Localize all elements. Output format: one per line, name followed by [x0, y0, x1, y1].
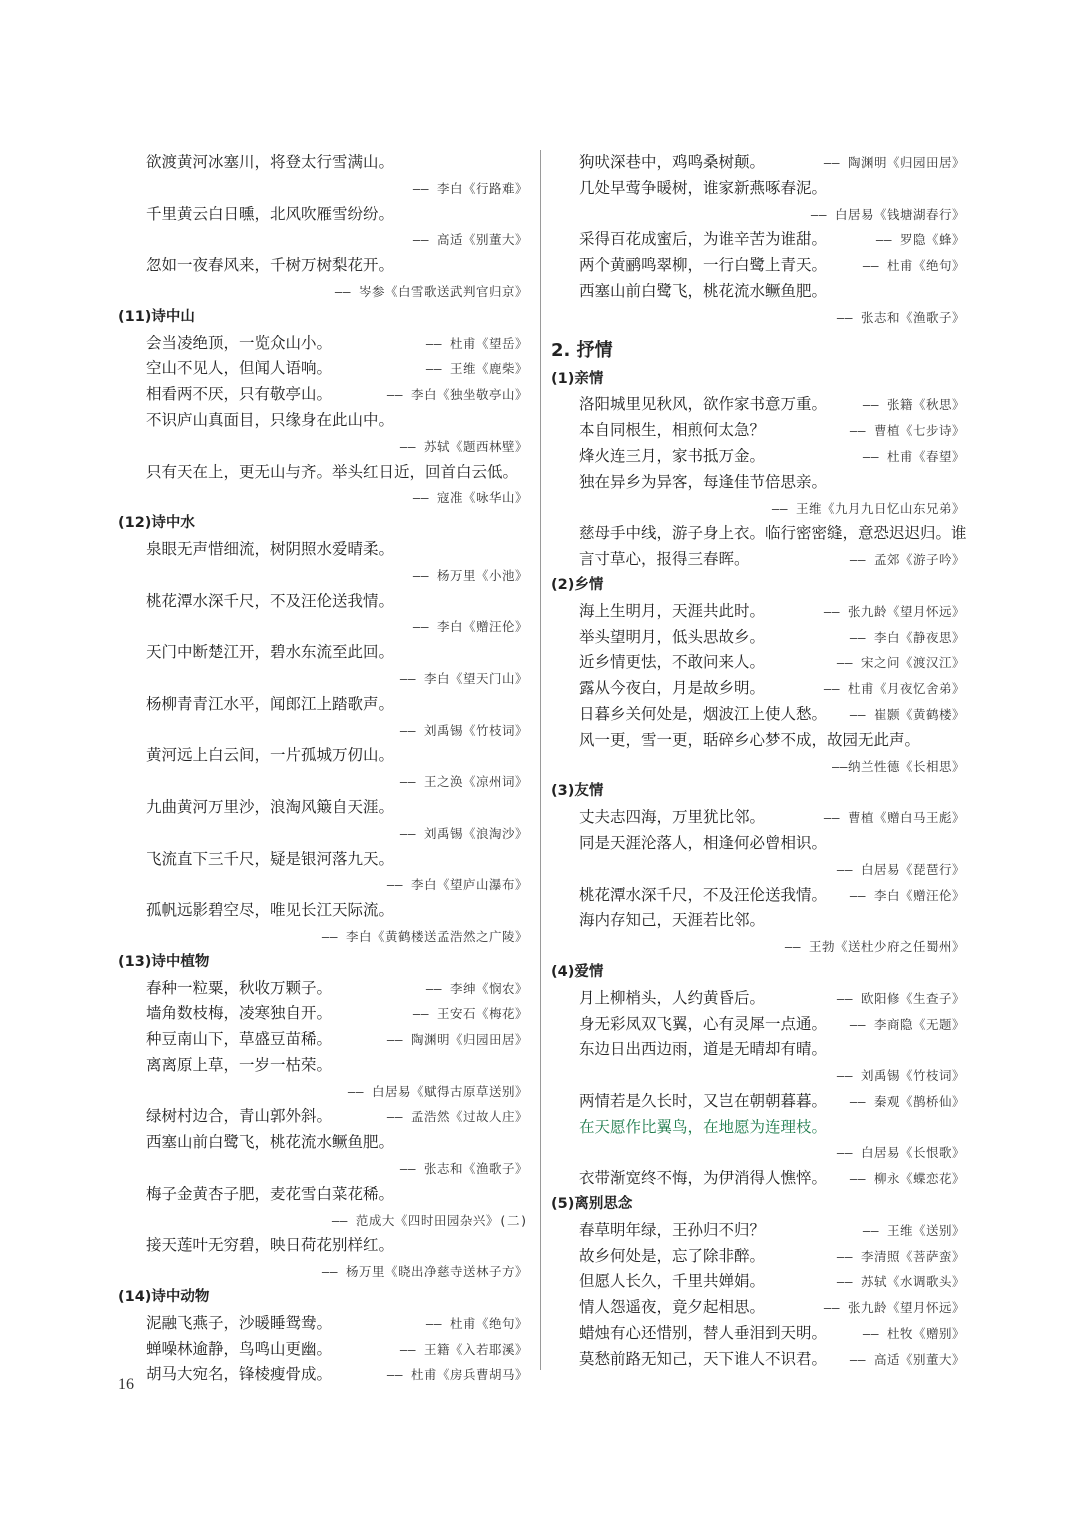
poem-line [118, 640, 528, 666]
poem-line [118, 356, 528, 382]
line-text: (14)诗中动物 [118, 1289, 210, 1306]
poem-attribution: —— 李白《赠汪伦》 [412, 619, 528, 635]
section-heading [118, 511, 528, 537]
poem-attribution: —— 张籍《秋思》 [862, 397, 965, 413]
poem-line [118, 1053, 528, 1079]
poem-line [118, 976, 528, 1002]
poem-line [551, 1166, 965, 1192]
poem-line [551, 1269, 965, 1295]
line-text: 但愿人长久，千里共婵娟。 [579, 1272, 766, 1291]
line-text: 洛阳城里见秋风，欲作家书意万重。 [579, 395, 828, 414]
poem-source-line [118, 924, 528, 950]
poem-source-line [551, 754, 965, 780]
poem-attribution: —— 张志和《渔歌子》 [836, 309, 965, 325]
poem-source-line [118, 821, 528, 847]
page-number: 16 [118, 1376, 134, 1393]
line-text: 胡马大宛名，锋棱瘦骨成。 [146, 1365, 333, 1384]
line-text: 故乡何处是，忘了除非醉。 [579, 1246, 766, 1265]
line-text: 近乡情更怯，不敢问来人。 [579, 653, 766, 672]
poem-line [551, 1037, 965, 1063]
poem-attribution: —— 刘禹锡《竹枝词》 [399, 722, 528, 738]
line-text: 几处早莺争暖树，谁家新燕啄春泥。 [579, 178, 828, 197]
poem-line [551, 650, 965, 676]
poem-source-line [118, 227, 528, 253]
poem-attribution: —— 柳永《蝶恋花》 [849, 1171, 965, 1187]
poem-line [551, 1321, 965, 1347]
column-divider [540, 150, 541, 1370]
line-text: 露从今夜白，月是故乡明。 [579, 679, 766, 698]
poem-attribution: —— 曹植《赠白马王彪》 [823, 810, 965, 826]
poem-attribution: —— 刘禹锡《浪淘沙》 [399, 825, 528, 841]
poem-attribution: —— 寇准《咏华山》 [412, 490, 528, 506]
poem-line [118, 795, 528, 821]
poem-attribution: —— 杜甫《春望》 [862, 448, 965, 464]
poem-attribution: —— 陶渊明《归园田居》 [386, 1032, 528, 1048]
line-text: (4)爱情 [551, 963, 604, 980]
line-text: 桃花潭水深千尺，不及汪伦送我情。 [146, 591, 395, 610]
poem-attribution: —— 杜甫《月夜忆舍弟》 [823, 681, 965, 697]
line-text: 接天莲叶无穷碧，映日荷花别样红。 [146, 1236, 395, 1255]
line-text: 种豆南山下，草盛豆苗稀。 [146, 1030, 333, 1049]
poem-attribution: —— 李绅《悯农》 [425, 980, 528, 996]
left-column [118, 150, 528, 1388]
poem-attribution: —— 杜甫《望岳》 [425, 335, 528, 351]
line-text: 只有天在上，更无山与齐。举头红日近，回首白云低。 [146, 462, 519, 481]
poem-attribution: —— 李白《黄鹤楼送孟浩然之广陵》 [321, 928, 528, 944]
line-text: 举头望明月，低头思故乡。 [579, 627, 766, 646]
poem-line [551, 702, 965, 728]
poem-source-line [118, 279, 528, 305]
line-text: 孤帆远影碧空尽，唯见长江天际流。 [146, 901, 395, 920]
line-text: 烽火连三月，家书抵万金。 [579, 446, 766, 465]
poem-attribution: —— 张九龄《望月怀远》 [823, 603, 965, 619]
poem-attribution: —— 苏轼《水调歌头》 [836, 1274, 965, 1290]
poem-line [551, 253, 965, 279]
line-text: 桃花潭水深千尺，不及汪伦送我情。 [579, 885, 828, 904]
poem-attribution: —— 王维《送别》 [862, 1222, 965, 1238]
poem-attribution: —— 李白《静夜思》 [849, 629, 965, 645]
section-heading [551, 779, 965, 805]
chapter-heading [551, 331, 965, 367]
poem-source-line [551, 1063, 965, 1089]
poem-source-line [118, 176, 528, 202]
poem-attribution: —— 王维《鹿柴》 [425, 361, 528, 377]
poem-attribution: —— 李白《行路难》 [412, 180, 528, 196]
line-text: 两情若是久长时，又岂在朝朝暮暮。 [579, 1091, 828, 1110]
poem-line [551, 176, 965, 202]
poem-attribution: —— 张九龄《望月怀远》 [823, 1300, 965, 1316]
poem-line [551, 547, 965, 573]
section-heading [551, 367, 965, 393]
poem-line [551, 1295, 965, 1321]
poem-attribution: —— 李白《望天门山》 [399, 670, 528, 686]
line-text: 丈夫志四海，万里犹比邻。 [579, 808, 766, 827]
line-text: 九曲黄河万里沙，浪淘风簸自天涯。 [146, 797, 395, 816]
poem-line [118, 460, 528, 486]
poem-line [118, 847, 528, 873]
line-text: 欲渡黄河冰塞川，将登太行雪满山。 [146, 153, 395, 171]
line-text: 蝉噪林逾静，鸟鸣山更幽。 [146, 1339, 333, 1358]
line-text: (1)亲情 [551, 370, 604, 387]
poem-line [118, 202, 528, 228]
line-text: 西塞山前白鹭飞，桃花流水鳜鱼肥。 [146, 1133, 395, 1152]
poem-attribution: —— 杨万里《小池》 [412, 567, 528, 583]
poem-line [551, 1347, 965, 1373]
poem-attribution: —— 罗隐《蜂》 [875, 232, 965, 248]
poem-line [551, 470, 965, 496]
right-column [551, 150, 965, 1373]
poem-line [118, 537, 528, 563]
line-text: 情人怨遥夜，竟夕起相思。 [579, 1298, 766, 1317]
poem-line [551, 1012, 965, 1038]
poem-line [118, 1001, 528, 1027]
poem-line [118, 382, 528, 408]
line-text: (12)诗中水 [118, 515, 195, 532]
line-text: (2)乡情 [551, 576, 604, 593]
poem-source-line [551, 496, 965, 522]
line-text: (5)离别思念 [551, 1196, 633, 1213]
poem-attribution: —— 杨万里《晓出净慈寺送林子方》 [321, 1264, 528, 1280]
section-heading [118, 950, 528, 976]
poem-line [551, 805, 965, 831]
line-text: 墙角数枝梅，凌寒独自开。 [146, 1004, 333, 1023]
line-text: 泥融飞燕子，沙暖睡鸳鸯。 [146, 1313, 333, 1332]
poem-source-line [118, 1208, 528, 1234]
poem-line [118, 1182, 528, 1208]
poem-attribution: —— 秦观《鹊桥仙》 [849, 1093, 965, 1109]
poem-attribution: ——纳兰性德《长相思》 [831, 758, 965, 774]
line-text: 本自同根生，相煎何太急？ [579, 421, 766, 440]
poem-line [118, 1337, 528, 1363]
line-text: 衣带渐宽终不悔，为伊消得人憔悴。 [579, 1169, 828, 1188]
poem-line [551, 908, 965, 934]
line-text: (3)友情 [551, 783, 604, 800]
poem-line [118, 1362, 528, 1388]
poem-line [118, 150, 528, 176]
poem-attribution: —— 白居易《长恨歌》 [836, 1145, 965, 1161]
line-text: 东边日出西边雨，道是无晴却有晴。 [579, 1040, 828, 1059]
line-text: 同是天涯沦落人，相逢何必曾相识。 [579, 833, 828, 852]
section-heading [118, 305, 528, 331]
poem-source-line [118, 769, 528, 795]
line-text: 不识庐山真面目，只缘身在此山中。 [146, 410, 395, 429]
poem-line [118, 898, 528, 924]
poem-attribution: —— 白居易《琵琶行》 [836, 861, 965, 877]
line-text: 春草明年绿，王孙归不归？ [579, 1220, 766, 1239]
line-text: 会当凌绝顶，一览众山小。 [146, 333, 333, 352]
poem-attribution: —— 王之涣《凉州词》 [399, 774, 528, 790]
line-text: 梅子金黄杏子肥，麦花雪白菜花稀。 [146, 1184, 395, 1203]
poem-line [551, 883, 965, 909]
poem-attribution: —— 杜牧《赠别》 [862, 1326, 965, 1342]
poem-line [118, 692, 528, 718]
poem-attribution: —— 崔颢《黄鹤楼》 [849, 706, 965, 722]
poem-attribution: —— 高适《别董大》 [412, 232, 528, 248]
line-text: 飞流直下三千尺，疑是银河落九天。 [146, 849, 395, 868]
poem-attribution: —— 高适《别董大》 [849, 1351, 965, 1367]
poem-source-line [551, 934, 965, 960]
line-text: 身无彩凤双飞翼，心有灵犀一点通。 [579, 1014, 828, 1033]
poem-attribution: —— 王勃《送杜少府之任蜀州》 [784, 939, 965, 955]
poem-line [551, 279, 965, 305]
poem-line [551, 676, 965, 702]
line-text: 千里黄云白日曛，北风吹雁雪纷纷。 [146, 204, 395, 223]
poem-attribution: —— 欧阳修《生查子》 [836, 990, 965, 1006]
section-heading [551, 1192, 965, 1218]
poem-attribution: —— 苏轼《题西林壁》 [399, 438, 528, 454]
poem-attribution: —— 张志和《渔歌子》 [399, 1161, 528, 1177]
poem-line [118, 1311, 528, 1337]
poem-source-line [551, 1140, 965, 1166]
poem-attribution: —— 曹植《七步诗》 [849, 423, 965, 439]
poem-attribution: —— 刘禹锡《竹枝词》 [836, 1068, 965, 1084]
line-text: 海上生明月，天涯共此时。 [579, 601, 766, 620]
poem-line [551, 418, 965, 444]
line-text: 在天愿作比翼鸟，在地愿为连理枝。 [579, 1117, 828, 1136]
poem-attribution: —— 杜甫《绝句》 [425, 1315, 528, 1331]
poem-line [551, 227, 965, 253]
poem-attribution: —— 宋之问《渡汉江》 [836, 655, 965, 671]
poem-line [118, 1104, 528, 1130]
poem-line [118, 1233, 528, 1259]
poem-attribution: —— 王籍《入若耶溪》 [399, 1341, 528, 1357]
poem-attribution: —— 岑参《白雪歌送武判官归京》 [334, 283, 528, 299]
poem-line [551, 1244, 965, 1270]
poem-source-line [118, 614, 528, 640]
poem-line [118, 743, 528, 769]
line-text: 慈母手中线，游子身上衣。临行密密缝，意恐迟迟归。谁 [579, 524, 967, 543]
poem-source-line [118, 1259, 528, 1285]
line-text: 泉眼无声惜细流，树阴照水爱晴柔。 [146, 539, 395, 558]
line-text: 海内存知己，天涯若比邻。 [579, 911, 766, 930]
poem-line [551, 728, 965, 754]
poem-source-line [118, 872, 528, 898]
poem-line [551, 625, 965, 651]
poem-attribution: —— 王安石《梅花》 [412, 1006, 528, 1022]
poem-line [551, 444, 965, 470]
line-text: 绿树村边合，青山郭外斜。 [146, 1107, 333, 1126]
line-text: 蜡烛有心还惜别，替人垂泪到天明。 [579, 1324, 828, 1343]
poem-attribution: —— 李商隐《无题》 [849, 1016, 965, 1032]
line-text: 西塞山前白鹭飞，桃花流水鳜鱼肥。 [579, 281, 828, 300]
poem-attribution: —— 杜甫《房兵曹胡马》 [386, 1367, 528, 1383]
poem-attribution: —— 李白《独坐敬亭山》 [386, 387, 528, 403]
line-text: 相看两不厌，只有敬亭山。 [146, 385, 333, 404]
poem-line [118, 1027, 528, 1053]
section-heading [551, 960, 965, 986]
line-text: 风一更，雪一更，聒碎乡心梦不成，故园无此声。 [579, 730, 921, 749]
poem-line [551, 1218, 965, 1244]
poem-source-line [551, 857, 965, 883]
poem-attribution: —— 白居易《钱塘湖春行》 [810, 206, 965, 222]
poem-source-line [118, 666, 528, 692]
poem-source-line [551, 202, 965, 228]
poem-line [118, 1130, 528, 1156]
line-text: 独在异乡为异客，每逢佳节倍思亲。 [579, 472, 828, 491]
poem-line [551, 986, 965, 1012]
poem-source-line [118, 1156, 528, 1182]
poem-attribution: —— 范成大《四时田园杂兴》(二) [331, 1212, 528, 1228]
poem-attribution: —— 杜甫《绝句》 [862, 258, 965, 274]
poem-source-line [551, 305, 965, 331]
poem-attribution: —— 陶渊明《归园田居》 [823, 155, 965, 170]
line-text: 天门中断楚江开，碧水东流至此回。 [146, 643, 395, 662]
line-text: 离离原上草，一岁一枯荣。 [146, 1055, 333, 1074]
line-text: 杨柳青青江水平，闻郎江上踏歌声。 [146, 694, 395, 713]
line-text: 黄河远上白云间，一片孤城万仞山。 [146, 746, 395, 765]
poem-attribution: —— 白居易《赋得古原草送别》 [347, 1083, 528, 1099]
poem-source-line [118, 434, 528, 460]
poem-source-line [118, 485, 528, 511]
line-text: (11)诗中山 [118, 308, 195, 325]
line-text: 采得百花成蜜后，为谁辛苦为谁甜。 [579, 230, 828, 249]
poem-source-line [118, 718, 528, 744]
line-text: 日暮乡关何处是，烟波江上使人愁。 [579, 704, 828, 723]
poem-line [551, 521, 965, 547]
poem-attribution: —— 李清照《菩萨蛮》 [836, 1248, 965, 1264]
poem-attribution: —— 李白《赠汪伦》 [849, 887, 965, 903]
poem-line [118, 589, 528, 615]
poem-line [551, 599, 965, 625]
poem-attribution: —— 孟浩然《过故人庄》 [386, 1109, 528, 1125]
poem-line [551, 392, 965, 418]
line-text: 狗吠深巷中，鸡鸣桑树颠。 [579, 153, 766, 171]
poem-attribution: —— 李白《望庐山瀑布》 [386, 877, 528, 893]
poem-source-line [118, 1079, 528, 1105]
line-text: 2. 抒情 [551, 339, 613, 361]
poem-line [551, 831, 965, 857]
line-text: 春种一粒粟，秋收万颗子。 [146, 978, 333, 997]
poem-line [118, 253, 528, 279]
line-text: 月上柳梢头，人约黄昏后。 [579, 988, 766, 1007]
section-heading [551, 573, 965, 599]
poem-line [551, 1089, 965, 1115]
poem-attribution: —— 王维《九月九日忆山东兄弟》 [771, 500, 965, 516]
line-text: 莫愁前路无知己，天下谁人不识君。 [579, 1349, 828, 1368]
line-text: 忽如一夜春风来，千树万树梨花开。 [146, 256, 395, 275]
poem-line [551, 150, 965, 176]
line-text: (13)诗中植物 [118, 953, 210, 970]
poem-line [118, 331, 528, 357]
line-text: 空山不见人，但闻人语响。 [146, 359, 333, 378]
poem-source-line [118, 563, 528, 589]
poem-line [551, 1115, 965, 1141]
section-heading [118, 1285, 528, 1311]
line-text: 两个黄鹂鸣翠柳，一行白鹭上青天。 [579, 256, 828, 275]
poem-line [118, 408, 528, 434]
line-text: 言寸草心，报得三春晖。 [579, 550, 750, 569]
poem-attribution: —— 孟郊《游子吟》 [849, 552, 965, 568]
